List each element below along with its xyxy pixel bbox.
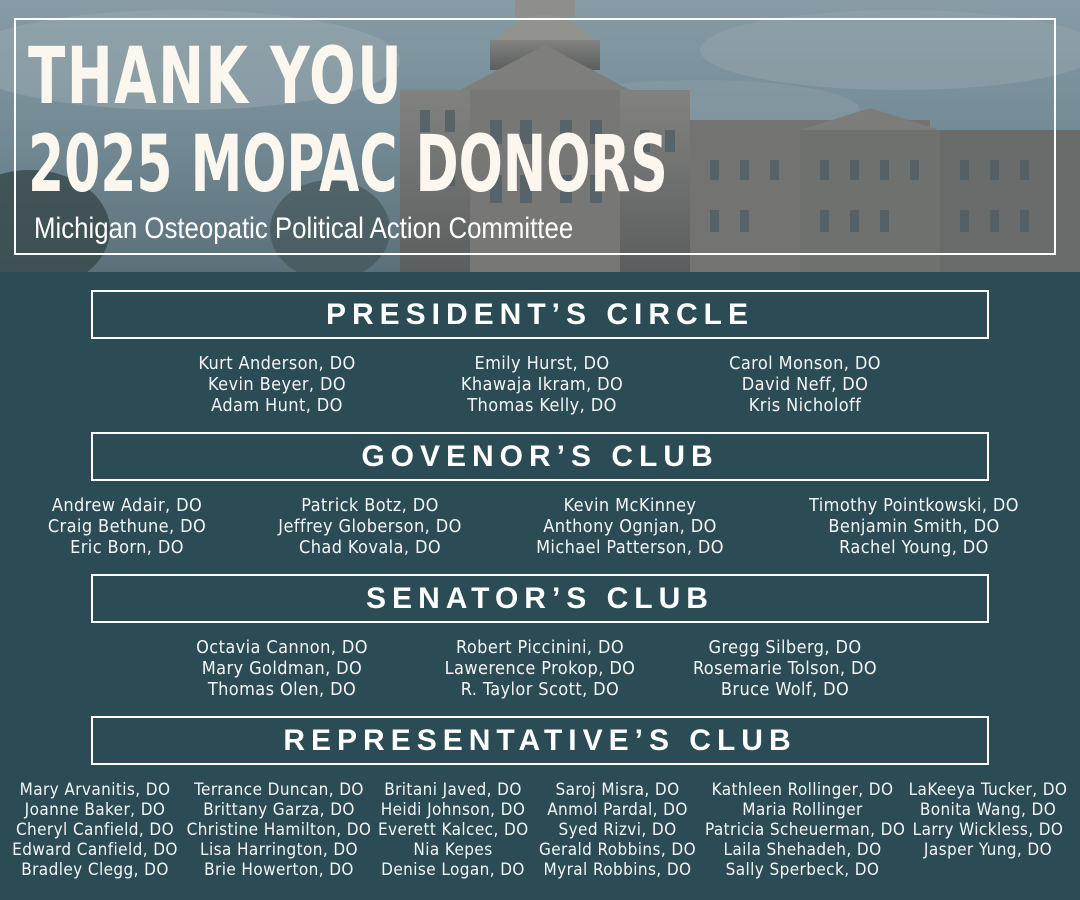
donor-name: Chad Kovala, DO <box>299 537 441 558</box>
donor-name: Emily Hurst, DO <box>474 353 610 374</box>
donor-name: Kevin McKinney <box>563 495 697 516</box>
donor-name: Thomas Kelly, DO <box>467 395 617 416</box>
donor-column <box>187 637 377 700</box>
donor-name: Thomas Olen, DO <box>207 679 357 700</box>
donor-name: Rachel Young, DO <box>839 537 989 558</box>
donor-name: Jeffrey Globerson, DO <box>278 516 462 537</box>
donor-name: Heidi Johnson, DO <box>380 800 526 820</box>
donor-column <box>530 495 730 558</box>
donor-column <box>715 353 895 416</box>
donor-name: Mary Goldman, DO <box>201 658 363 679</box>
donor-name: Gregg Silberg, DO <box>708 637 862 658</box>
donor-name: Anmol Pardal, DO <box>547 800 688 820</box>
donor-column <box>800 495 1028 558</box>
section-header-senators-club: SENATOR’S CLUB <box>91 574 989 623</box>
donor-name: Britani Javed, DO <box>384 780 522 800</box>
section-header-govenors-club: GOVENOR’S CLUB <box>91 432 989 481</box>
donor-name: Craig Bethune, DO <box>47 516 207 537</box>
donor-name: Octavia Cannon, DO <box>196 637 368 658</box>
donor-name: David Neff, DO <box>741 374 869 395</box>
donor-name: Kevin Beyer, DO <box>208 374 346 395</box>
donor-name: Kurt Anderson, DO <box>198 353 356 374</box>
donor-column <box>908 780 1068 860</box>
donor-name: Sally Sperbeck, DO <box>725 860 880 880</box>
donor-name: Adam Hunt, DO <box>211 395 343 416</box>
donor-column <box>185 780 373 880</box>
donor-name: Lawerence Prokop, DO <box>444 658 636 679</box>
donor-name: Laila Shehadeh, DO <box>723 840 882 860</box>
donor-name: Cheryl Canfield, DO <box>15 820 175 840</box>
donor-name: Timothy Pointkowski, DO <box>809 495 1019 516</box>
section-header-presidents-circle: PRESIDENT’S CIRCLE <box>91 290 989 339</box>
donor-name: Mary Arvanitis, DO <box>19 780 171 800</box>
donor-name: Eric Born, DO <box>70 537 184 558</box>
donor-name: Saroj Misra, DO <box>555 780 680 800</box>
donor-name: Bruce Wolf, DO <box>720 679 850 700</box>
donor-name: Kris Nicholoff <box>748 395 862 416</box>
donor-name: LaKeeya Tucker, DO <box>908 780 1068 800</box>
subtitle-committee: Michigan Osteopatic Political Action Committee <box>34 212 574 245</box>
donor-name: Nia Kepes <box>413 840 493 860</box>
donor-column <box>705 780 906 880</box>
title-donors: 2025 MOPAC DONORS <box>28 120 668 210</box>
donor-name: Bonita Wang, DO <box>919 800 1057 820</box>
donor-column <box>10 780 180 880</box>
donor-name: Kathleen Rollinger, DO <box>711 780 894 800</box>
donor-name: Gerald Robbins, DO <box>538 840 697 860</box>
donor-name: Brittany Garza, DO <box>203 800 355 820</box>
donor-name: Denise Logan, DO <box>381 860 525 880</box>
donor-column <box>535 780 700 880</box>
donor-column <box>440 637 640 700</box>
donor-column <box>690 637 880 700</box>
donor-name: Everett Kalcec, DO <box>378 820 529 840</box>
donor-name: Larry Wickless, DO <box>912 820 1064 840</box>
donor-column <box>270 495 470 558</box>
donor-column <box>187 353 367 416</box>
donor-name: Syed Rizvi, DO <box>558 820 677 840</box>
donor-name: Patrick Botz, DO <box>301 495 439 516</box>
donor-column <box>378 780 528 880</box>
donor-name: Jasper Yung, DO <box>923 840 1053 860</box>
hero-banner <box>0 0 1080 272</box>
donor-name: Brie Howerton, DO <box>204 860 354 880</box>
donor-column <box>450 353 634 416</box>
donor-name: Khawaja Ikram, DO <box>460 374 624 395</box>
donor-name: Andrew Adair, DO <box>51 495 203 516</box>
donor-name: Anthony Ognjan, DO <box>543 516 717 537</box>
section-header-representatives-club: REPRESENTATIVE’S CLUB <box>91 716 989 765</box>
donor-name: R. Taylor Scott, DO <box>460 679 620 700</box>
donor-name: Edward Canfield, DO <box>12 840 178 860</box>
donor-name: Myral Robbins, DO <box>543 860 692 880</box>
donor-name: Robert Piccinini, DO <box>456 637 624 658</box>
donor-name: Benjamin Smith, DO <box>828 516 1000 537</box>
donor-name: Patricia Scheuerman, DO <box>705 820 906 840</box>
donor-name: Terrance Duncan, DO <box>194 780 364 800</box>
donor-name: Christine Hamilton, DO <box>186 820 372 840</box>
donor-name: Michael Patterson, DO <box>536 537 724 558</box>
donor-name: Joanne Baker, DO <box>24 800 166 820</box>
donor-name: Maria Rollinger <box>742 800 863 820</box>
donor-name: Lisa Harrington, DO <box>200 840 358 860</box>
donor-name: Rosemarie Tolson, DO <box>692 658 878 679</box>
donor-column <box>37 495 217 558</box>
donor-name: Carol Monson, DO <box>729 353 881 374</box>
donor-name: Bradley Clegg, DO <box>21 860 169 880</box>
title-thank-you: THANK YOU <box>28 32 404 122</box>
